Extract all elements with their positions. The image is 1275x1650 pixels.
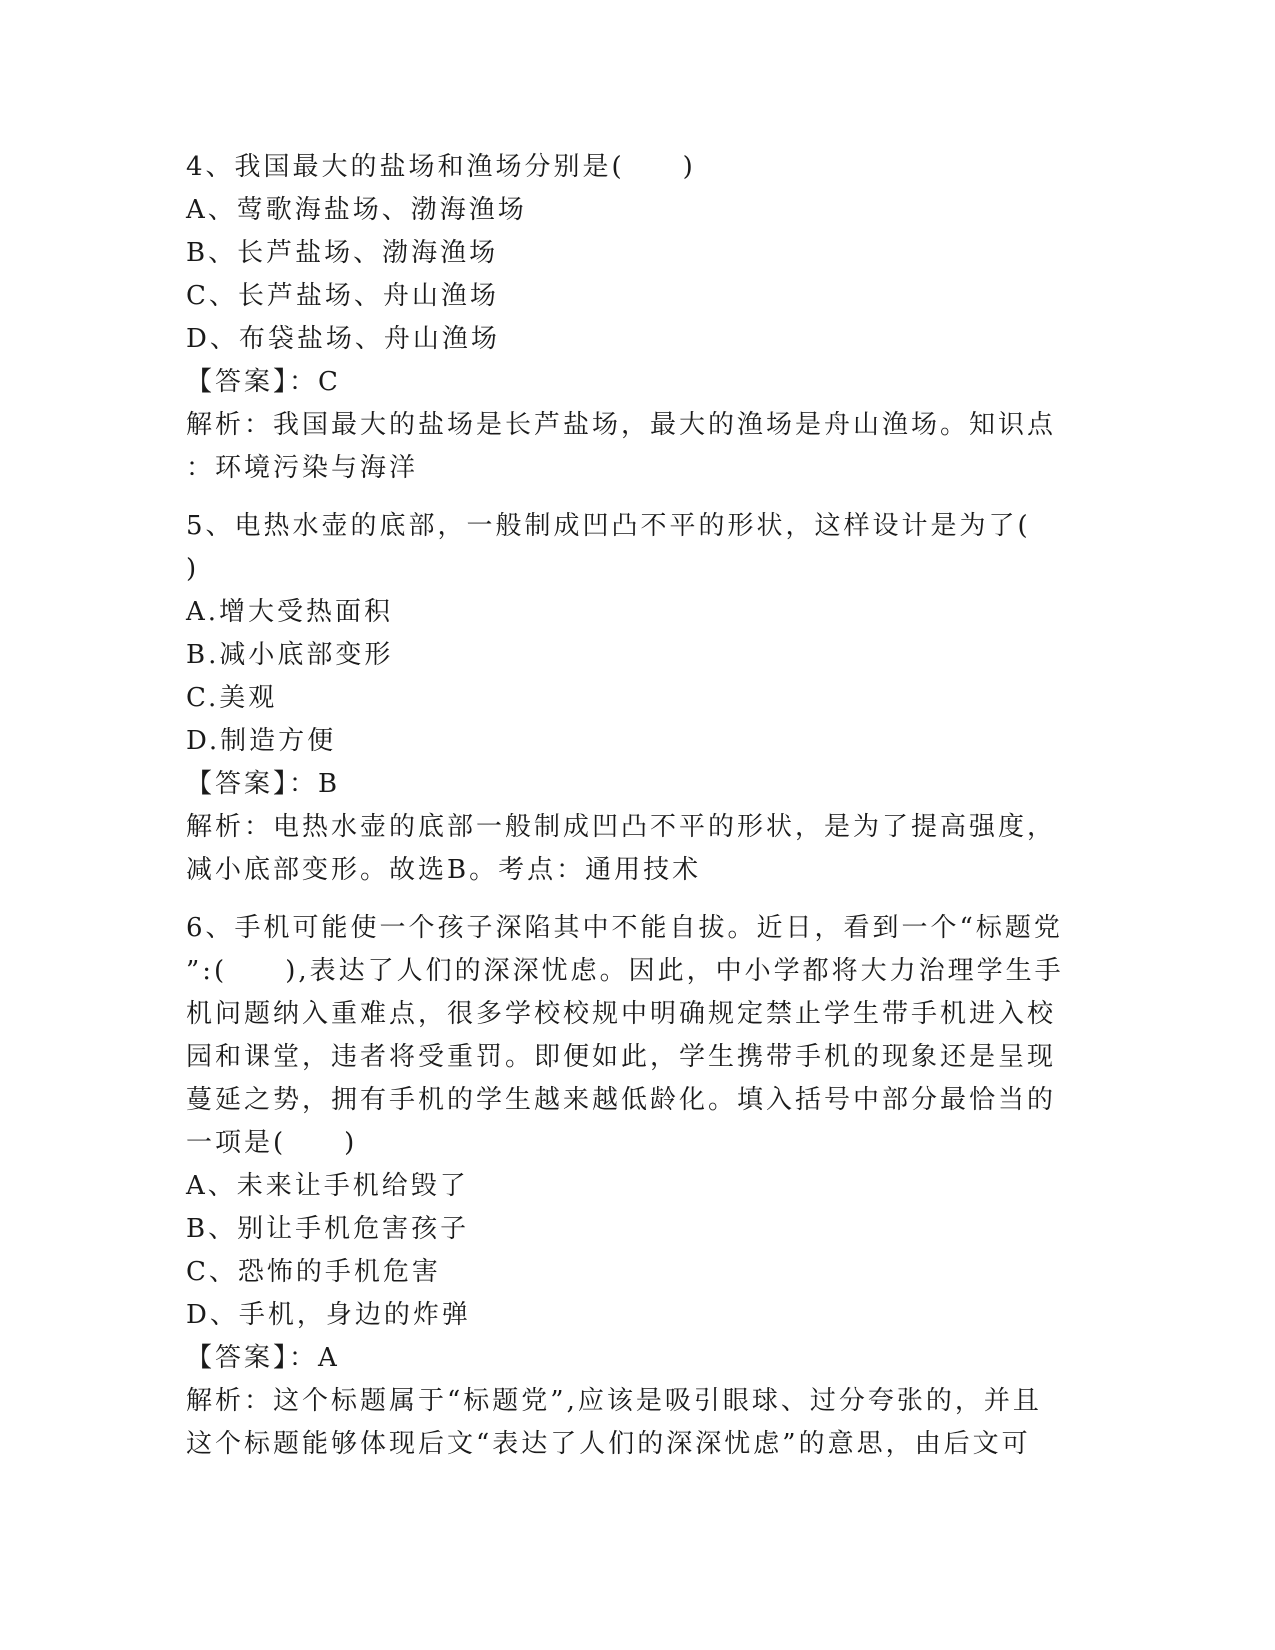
option-c: C、长芦盐场、舟山渔场: [186, 281, 499, 311]
option-b: B.减小底部变形: [186, 640, 394, 670]
analysis-line: 减小底部变形。故选B。考点：通用技术: [186, 855, 702, 885]
question-4: [186, 146, 1086, 490]
question-stem: 园和课堂，违者将受重罚。即便如此，学生携带手机的现象还是呈现: [186, 1042, 1057, 1072]
analysis-line: 解析：我国最大的盐场是长芦盐场，最大的渔场是舟山渔场。知识点: [186, 410, 1057, 440]
answer-line: 【答案】：B: [186, 769, 341, 799]
document-page: [186, 146, 1086, 1466]
option-c: C.美观: [186, 683, 278, 713]
analysis-line: 解析：这个标题属于“标题党”,应该是吸引眼球、过分夸张的，并且: [186, 1386, 1042, 1416]
question-stem: 6、手机可能使一个孩子深陷其中不能自拔。近日，看到一个“标题党: [186, 913, 1063, 943]
question-6: [186, 907, 1086, 1466]
question-stem: 4、我国最大的盐场和渔场分别是( ): [186, 152, 696, 182]
analysis-line: 解析：电热水壶的底部一般制成凹凸不平的形状，是为了提高强度，: [186, 812, 1057, 842]
analysis-line: 这个标题能够体现后文“表达了人们的深深忧虑”的意思，由后文可: [186, 1429, 1031, 1459]
question-stem: ”:( ),表达了人们的深深忧虑。因此，中小学都将大力治理学生手: [186, 956, 1064, 986]
option-a: A.增大受热面积: [186, 597, 394, 627]
question-stem: 机问题纳入重难点，很多学校校规中明确规定禁止学生带手机进入校: [186, 999, 1057, 1029]
option-b: B、长芦盐场、渤海渔场: [186, 238, 499, 268]
answer-line: 【答案】：A: [186, 1343, 340, 1373]
question-stem: 5、电热水壶的底部，一般制成凹凸不平的形状，这样设计是为了(: [186, 511, 1031, 541]
option-a: A、莺歌海盐场、渤海渔场: [186, 195, 527, 225]
question-stem: 蔓延之势，拥有手机的学生越来越低龄化。填入括号中部分最恰当的: [186, 1085, 1057, 1115]
answer-line: 【答案】：C: [186, 367, 341, 397]
option-d: D.制造方便: [186, 726, 337, 756]
option-d: D、布袋盐场、舟山渔场: [186, 324, 500, 354]
question-stem: 一项是( ): [186, 1128, 358, 1158]
option-a: A、未来让手机给毁了: [186, 1171, 469, 1201]
question-5: [186, 505, 1086, 892]
option-c: C、恐怖的手机危害: [186, 1257, 441, 1287]
option-d: D、手机，身边的炸弹: [186, 1300, 471, 1330]
analysis-line: ：环境污染与海洋: [186, 453, 419, 483]
question-stem: ): [186, 554, 200, 584]
option-b: B、别让手机危害孩子: [186, 1214, 470, 1244]
